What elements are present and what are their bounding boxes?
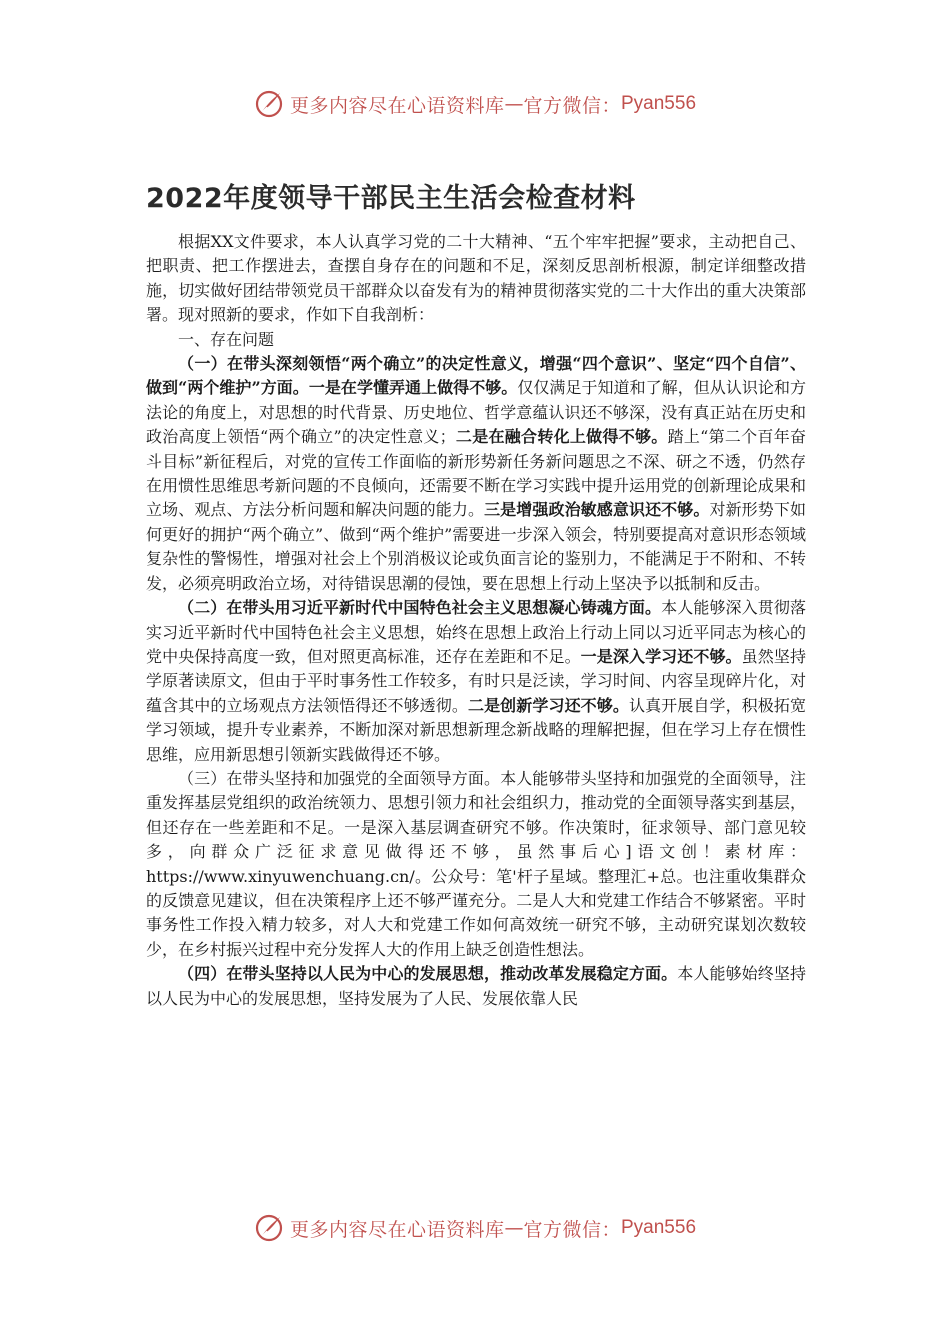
p2-text-2: 虽然坚持学原著读原文，但由于平时事务性工作较多，有时只是泛读，学习时间、内容呈现碎片化，对蕴含其中的立场观点方法领悟得还不够透彻。	[146, 646, 806, 715]
p2-text-1: 本人能够深入贯彻落实习近平新时代中国特色社会主义思想，始终在思想上政治上行动上同以习近平同志为核心的党中央保持高度一致，但对照更高标准，还存在差距和不足。	[146, 598, 806, 666]
p1-bold-2: 二是在融合转化上做得不够。	[455, 427, 668, 447]
banner-wechat-id: Pyan556	[621, 93, 697, 114]
intro-paragraph: 根据XX文件要求，本人认真学习党的二十大精神、“五个牢牢把握”要求，主动把自己、把职责、把工作摆进去，查摆自身存在的问题和不足，深刻反思剖析根源，制定详细整改措施，切实做好团结带领党员干部群众以奋发有为的精神贯彻落实党的二十大作出的重大决策部署。现对照新的要求，作如下自我剖析：	[146, 232, 806, 325]
p1-text-2: 踏上“第二个百年奋斗目标”新征程后，对党的宣传工作面临的新形势新任务新问题思之不深、研之不透，仍然存在用惯性思维思考新问题的不良倾向，还需要不断在学习实践中提升运用党的创新理论成果和立场、观点、方法分析问题和解决问题的能力。	[146, 427, 806, 520]
quill-logo-icon	[254, 1213, 284, 1243]
section-heading: 一、存在问题	[178, 329, 275, 349]
p2-bold-3: 二是创新学习还不够。	[467, 695, 629, 715]
p4-heading: （四）在带头坚持以人民为中心的发展思想，推动改革发展稳定方面。	[178, 964, 678, 984]
document-body	[146, 230, 806, 1011]
paragraph-1	[146, 352, 806, 596]
banner-wechat-id: Pyan556	[621, 1217, 697, 1238]
banner-text: 更多内容尽在心语资料库	[289, 94, 505, 117]
p2-heading: （二）在带头用习近平新时代中国特色社会主义思想凝心铸魂方面。	[178, 598, 662, 618]
banner-separator: —	[504, 93, 524, 115]
quill-logo-icon	[254, 89, 284, 119]
banner-separator: —	[504, 1217, 524, 1239]
banner-wechat-label: 官方微信：	[523, 1218, 621, 1241]
document-title: 2022年度领导干部民主生活会检查材料	[146, 183, 636, 214]
p4-text-1: 本人能够始终坚持以人民为中心的发展思想，坚持发展为了人民、发展依靠人民	[146, 964, 806, 1008]
paragraph-2	[146, 596, 806, 767]
p2-text-3: 认真开展自学，积极拓宽学习领域，提升专业素养，不断加深对新思想新理念新战略的理解把握，但在学习上存在惯性思维，应用新思想引领新实践做得还不够。	[146, 695, 806, 764]
p1-bold-3: 三是增强政治敏感意识还不够。	[484, 500, 710, 520]
banner-wechat-label: 官方微信：	[523, 94, 621, 117]
paragraph-3: （三）在带头坚持和加强党的全面领导方面。本人能够带头坚持和加强党的全面领导，注重发挥基层党组织的政治统领力、思想引领力和社会组织力，推动党的全面领导落实到基层，但还存在一些差距和不足。一是深入基层调查研究不够。作决策时，征求领导、部门意见较多，向群众广泛征求意见做得还不够，虽然事后心]语文创！素材库：https://www.xinyuwenchuang.cn/。公众号：笔'杆子星域。整理汇+总。也注重收集群众的反馈意见建议，但在决策程序上还不够严谨充分。二是人大和党建工作结合不够紧密。平时事务性工作投入精力较多，对人大和党建工作如何高效统一研究不够，主动研究谋划次数较少，在乡村振兴过程中充分发挥人大的作用上缺乏创造性想法。	[146, 768, 806, 959]
p2-bold-2: 一是深入学习还不够。	[580, 646, 742, 666]
header-banner	[0, 84, 950, 124]
p1-text-3: 对新形势下如何更好的拥护“两个确立”、做到“两个维护”需要进一步深入领会，特别要提高对意识形态领域复杂性的警惕性，增强对社会上个别消极议论或负面言论的鉴别力，不能满足于不附和、不转发，必须亮明政治立场，对待错误思潮的侵蚀，要在思想上行动上坚决予以抵制和反击。	[146, 500, 806, 593]
banner-text: 更多内容尽在心语资料库	[289, 1218, 505, 1241]
paragraph-4	[146, 962, 806, 1011]
footer-banner	[0, 1208, 950, 1248]
p1-heading: （一）在带头深刻领悟“两个确立”的决定性意义，增强“四个意识”、坚定“四个自信”、做到“两个维护”方面。一是在学懂弄通上做得不够。	[146, 354, 806, 398]
p1-text-1: 仅仅满足于知道和了解，但从认识论和方法论的角度上，对思想的时代背景、历史地位、哲学意蕴认识还不够深，没有真正站在历史和政治高度上领悟“两个确立”的决定性意义；	[146, 378, 806, 447]
